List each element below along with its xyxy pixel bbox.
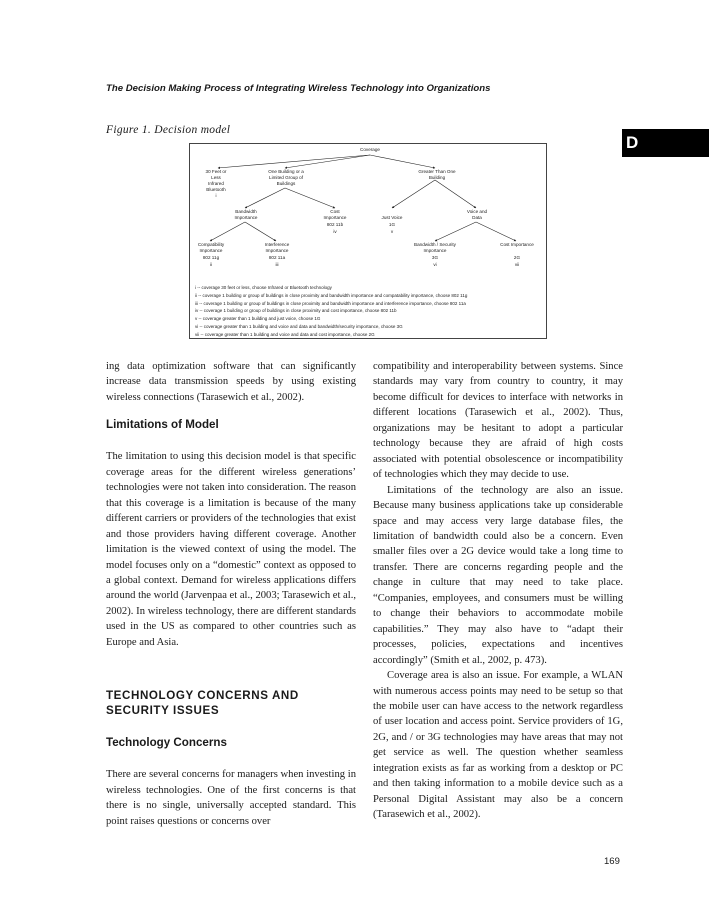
edge-l1b-l2a <box>245 188 285 208</box>
svg-text:One Building or a: One Building or a <box>268 169 304 174</box>
svg-text:Buildings: Buildings <box>276 181 296 186</box>
node-l1a <box>206 169 227 198</box>
legend-item: iv -- coverage 1 building or group of buildings in close proximity and cost importance, choose 802 11b <box>195 308 397 314</box>
svg-text:3G: 3G <box>431 255 439 260</box>
legend-item: vi -- coverage greater than 1 building and voice and data and bandwidth/security importance, choose 3G <box>195 323 403 329</box>
heading-technology-concerns: Technology Concerns <box>106 736 227 750</box>
svg-text:Importance: Importance <box>234 215 258 220</box>
svg-text:2G: 2G <box>513 255 521 260</box>
svg-text:iv: iv <box>333 229 337 234</box>
node-l2c <box>382 215 403 234</box>
svg-text:Importance: Importance <box>199 248 223 253</box>
svg-text:iii: iii <box>275 262 279 267</box>
edge-l2a-l3b <box>245 222 276 241</box>
node-l3c <box>414 242 457 267</box>
edge-l2d-l3c <box>435 222 476 241</box>
page-number: 169 <box>604 856 620 867</box>
svg-text:Interference: Interference <box>264 242 290 247</box>
legend-item: ii -- coverage 1 building or group of buildings in close proximity and bandwidth importance and compatability importance, choose 802 11g <box>195 292 468 298</box>
svg-text:Data: Data <box>472 215 482 220</box>
right-column <box>373 359 623 823</box>
node-l3d <box>500 242 534 267</box>
running-head: The Decision Making Process of Integrating Wireless Technology into Organizations <box>106 83 491 94</box>
svg-text:802 11g: 802 11g <box>202 255 220 260</box>
svg-text:30 Feet or: 30 Feet or <box>205 169 227 174</box>
edge-l1c-l2d <box>435 180 476 208</box>
paragraph: ing data optimization software that can significantly increase data transmission speeds by using existing wireless connections (Tarasewich et al., 2002). <box>106 361 356 403</box>
edge-root-l1c <box>370 155 435 168</box>
edge-root-l1b <box>285 155 370 168</box>
figure-legend <box>195 284 545 339</box>
svg-text:Bandwidth: Bandwidth <box>235 209 257 214</box>
decision-model-figure <box>189 143 547 339</box>
svg-text:Importance: Importance <box>265 248 289 253</box>
paragraph: Limitations of the technology are also an issue. Because many business applications take up considerable space and may access very large database files, the limitation of bandwidth could also be a concern. Even smaller files over a 2G device would take a long time to transfer. There are concerns regarding people and the change in culture that may need to take place. “Companies, employees, and consumers must be willing to change their behaviors to accommodate mobile capabilities.” They may also have to “adapt their processes, policies, expectations and incentives accordingly” (Smith et al., 2002, p. 473). <box>373 484 623 666</box>
paragraph: There are several concerns for managers when investing in wireless technologies. One of the first concerns is that there is no single, universally accepted standard. This point raises questions or concerns over <box>106 769 356 827</box>
node-l2b <box>324 209 347 234</box>
paragraph: Coverage area is also an issue. For example, a WLAN with numerous access points may need to be setup so that the mobile user can have access to the network regardless of user location and access point. Service providers of 1G, 2G, and / or 3G technologies may have areas that may not get service as well. The question whether seamless integration exists as far as working from a desktop or PC and then taking information to a mobile device such as a Personal Digital Assistant may also be a concern (Tarasewich et al., 2002). <box>373 670 623 821</box>
svg-text:i: i <box>215 193 217 198</box>
paragraph: compatibility and interoperability between systems. Since standards may vary from country to country, it may become difficult for devices to interface with networks in different locations (Tarasewich et al., 2002). Thus, organizations may be hesitant to adopt a particular technology because they are afraid of high costs associated with potential obsolescence or incompatibility of technologies which they may decide to use. <box>373 361 623 481</box>
svg-text:Greater Than One: Greater Than One <box>418 169 456 174</box>
figure-caption: Figure 1. Decision model <box>106 124 231 136</box>
svg-text:Building: Building <box>428 175 446 180</box>
node-l3b <box>265 242 290 267</box>
paragraph: The limitation to using this decision model is that specific coverage areas for the different wireless generations’ technologies were not taken into consideration. The reason that this coverage is a limitation is because of the many different carriers or providers of the technologies that exist and those providers having different coverage. Another limitation is the viewed context of using the model. The model focuses only on a “domestic” context as opposed to a global context. Demand for wireless applications differs around the world (Jarvenpaa et al., 2003; Tarasewich et al., 2002). In wireless technology, there are different standards used in the US as compared to other countries such as Europe and Asia. <box>106 451 356 648</box>
legend-item: v -- coverage greater than 1 building and just voice, choose 1G <box>195 316 321 322</box>
svg-text:Importance: Importance <box>323 215 347 220</box>
svg-text:Limited Group of: Limited Group of <box>269 175 303 180</box>
heading-limitations-of-model: Limitations of Model <box>106 418 219 432</box>
tree-edges <box>210 155 516 241</box>
svg-text:Just Voice: Just Voice <box>381 215 403 220</box>
node-l2a <box>235 209 258 220</box>
svg-text:Bluetooth: Bluetooth <box>206 187 226 192</box>
edge-root-l1a <box>218 155 370 168</box>
svg-text:Voice and: Voice and <box>466 209 488 214</box>
svg-text:vii: vii <box>514 262 520 267</box>
node-l2d <box>467 209 488 220</box>
svg-text:802 11b: 802 11b <box>326 222 344 227</box>
node-l3a <box>198 242 225 267</box>
node-l1b <box>268 169 304 186</box>
svg-text:Compatibility: Compatibility <box>197 242 225 247</box>
legend-item: i -- coverage 30 feet or less, choose Infrared or Bluetooth technology <box>195 285 332 290</box>
edge-l2d-l3d <box>476 222 516 241</box>
edge-l1b-l2b <box>285 188 335 208</box>
svg-text:1G: 1G <box>388 222 396 227</box>
node-root: Coverage <box>360 147 380 152</box>
heading-technology-concerns-and-security: TECHNOLOGY CONCERNS AND SECURITY ISSUES <box>106 689 299 718</box>
legend-item: iii -- coverage 1 building or group of buildings in close proximity and bandwidth importance and interference importance, choose 802 11a <box>195 300 466 306</box>
node-l1c <box>418 169 456 180</box>
legend-item: vii -- coverage greater than 1 building and voice and data and cost importance, choose 2G <box>195 331 375 337</box>
section-tab-letter: D <box>622 129 709 157</box>
svg-text:Less: Less <box>211 175 221 180</box>
edge-l2a-l3a <box>210 222 245 241</box>
svg-text:Cost: Cost <box>330 209 340 214</box>
svg-text:vi: vi <box>433 262 437 267</box>
edge-l1c-l2c <box>392 180 435 208</box>
svg-text:Importance: Importance <box>423 248 447 253</box>
svg-text:v: v <box>390 229 394 234</box>
svg-text:Infrared: Infrared <box>208 181 224 186</box>
left-column <box>106 359 356 829</box>
svg-text:Bandwidth / Security: Bandwidth / Security <box>414 242 456 247</box>
svg-text:802 11a: 802 11a <box>268 255 286 260</box>
svg-text:Cost Importance: Cost Importance <box>500 242 534 247</box>
svg-text:ii: ii <box>209 262 213 267</box>
